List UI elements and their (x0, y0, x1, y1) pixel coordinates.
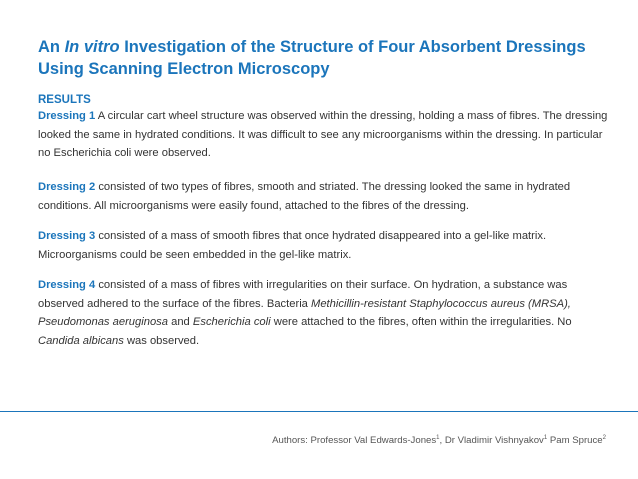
dressing-2-paragraph (38, 178, 610, 215)
page-title (38, 36, 618, 80)
dressing-2-label: Dressing 2 (38, 181, 96, 193)
dressing-4-label: Dressing 4 (38, 279, 96, 291)
footer-divider (0, 411, 638, 412)
dressing-4-text-a: consisted of a mass of fibres with irregularities on their surface. On hydration, a substance was observed adhered to the surface of the fibres. Bacteria (38, 279, 568, 310)
dressing-4-candida: Candida albicans (38, 335, 124, 348)
dressing-3-paragraph (38, 227, 610, 264)
author-2-affiliation: 1 (543, 435, 548, 441)
dressing-3-label: Dressing 3 (38, 230, 96, 242)
authors-prefix: Authors: Professor Val Edwards-Jones (272, 435, 437, 447)
title-part-1: An (38, 38, 65, 56)
dressing-4-ecoli: Escherichia coli (192, 316, 271, 329)
dressing-1-label: Dressing 1 (38, 110, 96, 122)
dressing-3-text: consisted of a mass of smooth fibres that once hydrated disappeared into a gel-like matrix. Microorganisms could be seen embedded in the gel-like matrix. (38, 230, 547, 261)
title-part-2: Investigation of the Structure of Four Absorbent Dressings Using Scanning Electron Microscopy (38, 38, 586, 78)
authors-mid-1: , Dr Vladimir Vishnyakov (439, 435, 544, 447)
dressing-4-paragraph (38, 276, 610, 351)
title-italic: In vitro (64, 38, 120, 56)
author-3-affiliation: 2 (602, 435, 606, 441)
dressing-1-text: A circular cart wheel structure was observed within the dressing, holding a mass of fibres. The dressing looked the same in hydrated conditions. It was difficult to see any microorganisms within the dressing. In particular no Escherichia coli were observed. (38, 110, 608, 160)
authors-mid-2: Pam Spruce (547, 435, 603, 447)
dressing-4-text-b: and (168, 316, 193, 329)
author-1-affiliation: 1 (436, 435, 440, 441)
authors-line (272, 432, 606, 447)
dressing-2-text: consisted of two types of fibres, smooth and striated. The dressing looked the same in hydrated conditions. All microorganisms were easily found, attached to the fibres of the dressing. (38, 181, 571, 212)
dressing-4-text-d: was observed. (123, 335, 200, 348)
dressing-4-bacteria-names: Methicillin-resistant Staphylococcus aureus (MRSA), Pseudomonas aeruginosa (38, 297, 571, 329)
dressing-4-text-c: were attached to the fibres, often within the irregularities. No (270, 316, 572, 329)
dressing-1-paragraph (38, 107, 610, 163)
results-heading: RESULTS (38, 94, 91, 106)
